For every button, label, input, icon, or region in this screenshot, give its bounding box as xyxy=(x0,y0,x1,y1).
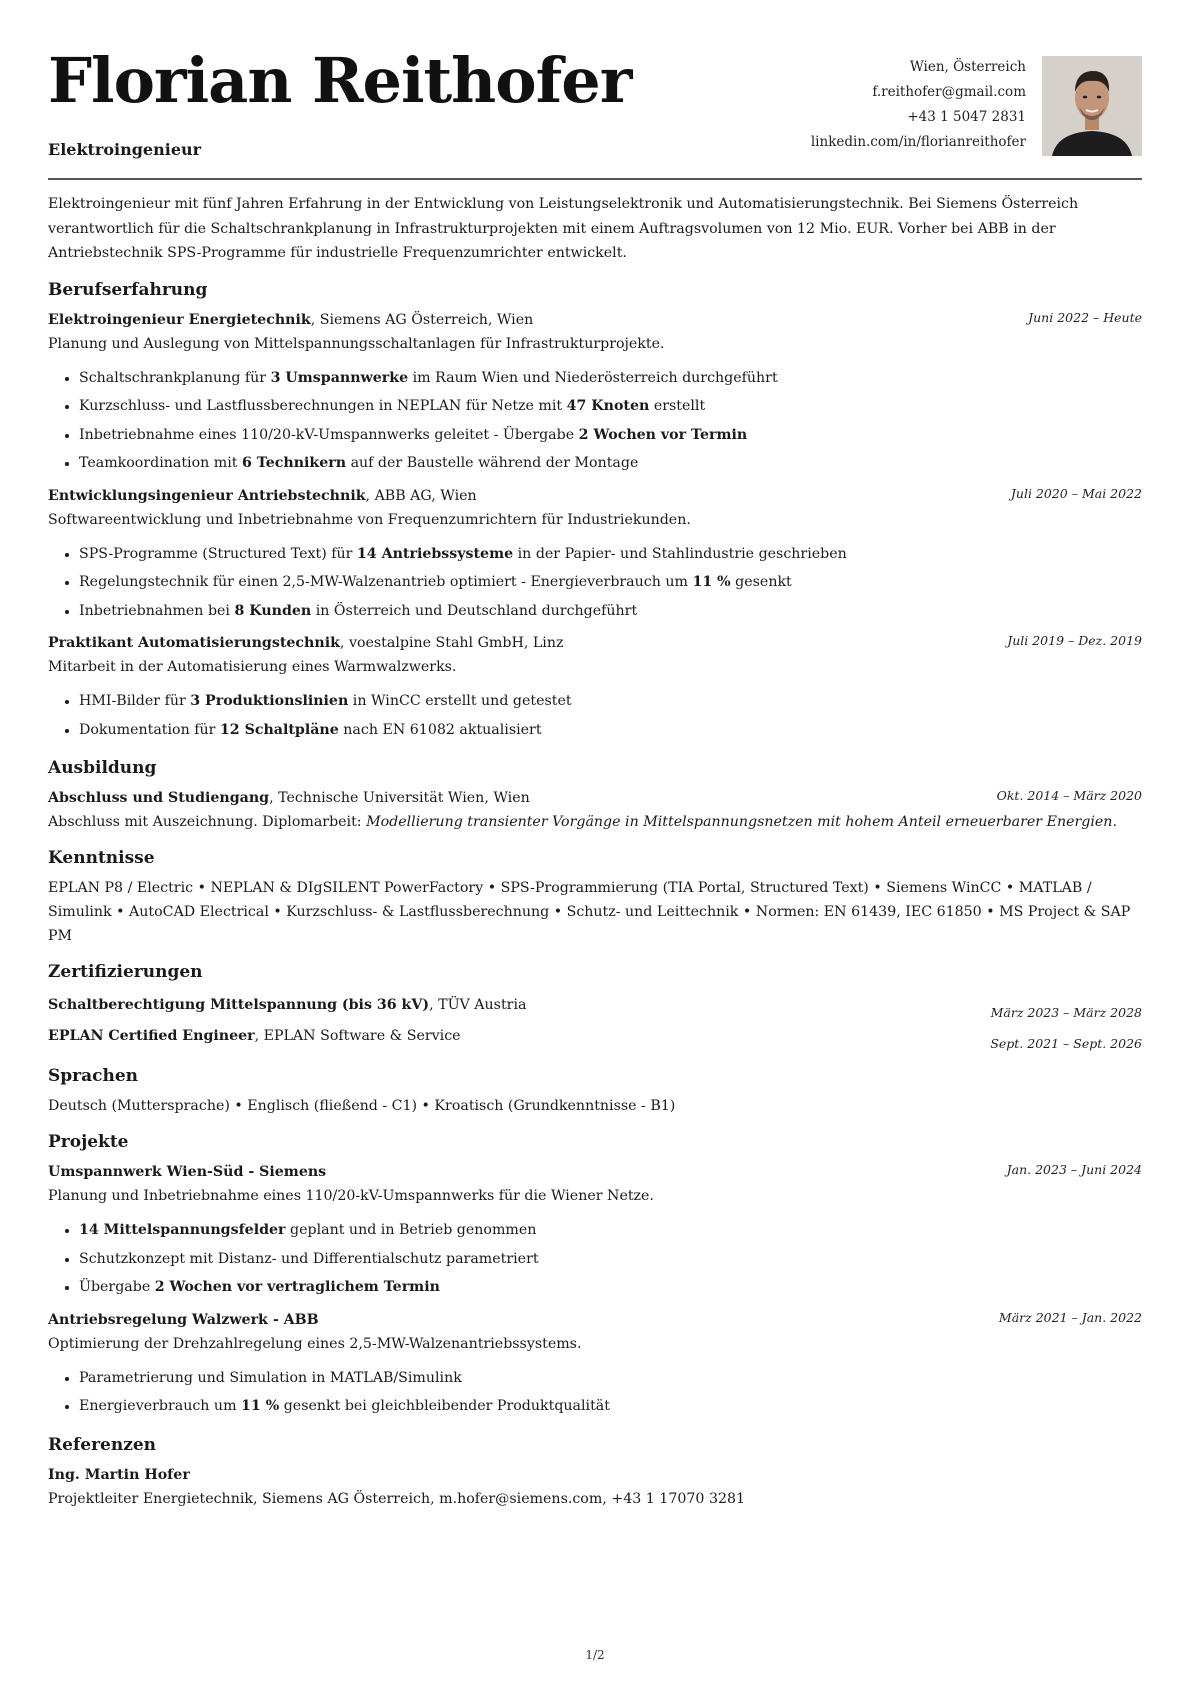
section-title-languages: Sprachen xyxy=(48,1066,139,1086)
certification-entry xyxy=(48,990,1142,1021)
education-section xyxy=(48,758,1142,834)
project-name: Umspannwerk Wien-Süd - Siemens xyxy=(48,1164,327,1180)
bullet-item: • Dokumentation für 12 Schaltpläne nach EN 61082 aktualisiert xyxy=(79,716,1142,745)
skills-list: EPLAN P8 / Electric • NEPLAN & DIgSILENT PowerFactory • SPS-Programmierung (TIA Portal, Structured Text) • Siemens WinCC • MATLAB / Simulink • AutoCAD Electrical • Kurzschluss- & Lastflussberechnung • Schutz- und Leittechnik • Normen: EN 61439, IEC 61850 • MS Project & SAP PM xyxy=(48,880,1131,944)
profile-summary: Elektroingenieur mit fünf Jahren Erfahrung in der Entwicklung von Leistungselektronik und Automatisierungstechnik. Bei Siemens Österreich verantwortlich für die Schaltschrankplanung in Infrastrukturprojekten mit einem Auftragsvolumen von 12 Mio. EUR. Vorher bei ABB in der Antriebstechnik SPS-Programme für industrielle Frequenzumrichter entwickelt. xyxy=(48,196,1079,261)
experience-entry xyxy=(48,308,1142,478)
certification-date: Sept. 2021 – Sept. 2026 xyxy=(990,1036,1142,1051)
section-title-skills: Kenntnisse xyxy=(48,848,155,868)
bullet-item: • Energieverbrauch um 11 % gesenkt bei gleichbleibender Produktqualität xyxy=(79,1392,1142,1421)
section-title-certifications: Zertifizierungen xyxy=(48,962,203,982)
experience-entry xyxy=(48,484,1142,626)
job-bullets xyxy=(48,687,1142,744)
languages-list: Deutsch (Muttersprache) • Englisch (fließend - C1) • Kroatisch (Grundkenntnisse - B1) xyxy=(48,1098,676,1114)
bullet-item: • Parametrierung und Simulation in MATLAB/Simulink xyxy=(79,1364,1142,1393)
contact-linkedin[interactable]: linkedin.com/in/florianreithofer xyxy=(810,134,1026,150)
bullet-item: • SPS-Programme (Structured Text) für 14 Antriebssysteme in der Papier- und Stahlindustrie geschrieben xyxy=(79,540,1142,569)
certification-name: Schaltberechtigung Mittelspannung (bis 36 kV) xyxy=(48,997,430,1013)
bullet-item: • HMI-Bilder für 3 Produktionslinien in WinCC erstellt und getestet xyxy=(79,687,1142,716)
projects-section xyxy=(48,1132,1142,1421)
bullet-item: • Übergabe 2 Wochen vor vertraglichem Termin xyxy=(79,1273,1142,1302)
certification-date: März 2023 – März 2028 xyxy=(990,1005,1142,1020)
project-name: Antriebsregelung Walzwerk - ABB xyxy=(48,1311,319,1328)
project-description: Optimierung der Drehzahlregelung eines 2,5-MW-Walzenantriebssystems. xyxy=(48,1335,582,1352)
job-role: Entwicklungsingenieur Antriebstechnik xyxy=(48,487,366,504)
bullet-item: • Schutzkonzept mit Distanz- und Differentialschutz parametriert xyxy=(79,1245,1142,1274)
education-description: Abschluss mit Auszeichnung. Diplomarbeit: Modellierung transienter Vorgänge in Mittelspannungsnetzen mit hohem Anteil erneuerbarer Energien. xyxy=(48,814,1117,830)
bullet-item: • Kurzschluss- und Lastflussberechnungen in NEPLAN für Netze mit 47 Knoten erstellt xyxy=(79,392,1142,421)
job-org: , ABB AG, Wien xyxy=(365,487,477,504)
certifications-section xyxy=(48,962,1142,1052)
certification-issuer: , EPLAN Software & Service xyxy=(254,1028,461,1044)
project-bullets xyxy=(48,1364,1142,1421)
contact-email[interactable]: f.reithofer@gmail.com xyxy=(872,84,1026,100)
job-org: , Siemens AG Österreich, Wien xyxy=(310,311,534,328)
bullet-item: • Regelungstechnik für einen 2,5-MW-Walzenantrieb optimiert - Energieverbrauch um 11 % gesenkt xyxy=(79,568,1142,597)
certification-issuer: , TÜV Austria xyxy=(429,997,527,1013)
bullet-item: • Teamkoordination mit 6 Technikern auf der Baustelle während der Montage xyxy=(79,449,1142,478)
bullet-item: • Inbetriebnahme eines 110/20-kV-Umspannwerks geleitet - Übergabe 2 Wochen vor Termin xyxy=(79,421,1142,450)
job-bullets xyxy=(48,364,1142,478)
job-description: Planung und Auslegung von Mittelspannungsschaltanlagen für Infrastrukturprojekte. xyxy=(48,335,665,352)
certification-name: EPLAN Certified Engineer xyxy=(48,1028,255,1044)
job-description: Mitarbeit in der Automatisierung eines Warmwalzwerks. xyxy=(48,659,457,675)
project-entry xyxy=(48,1308,1142,1421)
education-date: Okt. 2014 – März 2020 xyxy=(996,788,1142,803)
section-title-projects: Projekte xyxy=(48,1132,129,1152)
project-description: Planung und Inbetriebnahme eines 110/20-kV-Umspannwerks für die Wiener Netze. xyxy=(48,1188,654,1204)
contact-phone[interactable]: +43 1 5047 2831 xyxy=(907,109,1026,125)
job-role: Praktikant Automatisierungstechnik xyxy=(48,635,340,651)
candidate-name: Florian Reithofer xyxy=(48,44,632,117)
header-divider xyxy=(48,178,1142,180)
job-org: , voestalpine Stahl GmbH, Linz xyxy=(339,635,564,651)
job-date: Juli 2020 – Mai 2022 xyxy=(1010,485,1142,501)
thesis-title: Modellierung transienter Vorgänge in Mittelspannungsnetzen mit hohem Anteil erneuerbarer Energien xyxy=(366,814,1113,830)
bullet-item: • 14 Mittelspannungsfelder geplant und in Betrieb genommen xyxy=(79,1216,1142,1245)
reference-detail: Projektleiter Energietechnik, Siemens AG Österreich, m.hofer@siemens.com, +43 1 17070 3281 xyxy=(48,1490,746,1507)
job-bullets xyxy=(48,540,1142,626)
experience-section xyxy=(48,280,1142,745)
skills-section xyxy=(48,848,1142,948)
bullet-item: • Schaltschrankplanung für 3 Umspannwerke im Raum Wien und Niederösterreich durchgeführt xyxy=(79,364,1142,393)
bullet-item: • Inbetriebnahmen bei 8 Kunden in Österreich und Deutschland durchgeführt xyxy=(79,597,1142,626)
project-date: Jan. 2023 – Juni 2024 xyxy=(1006,1162,1142,1177)
candidate-title: Elektroingenieur xyxy=(48,140,202,159)
degree-name: Abschluss und Studiengang xyxy=(48,790,270,806)
reference-name: Ing. Martin Hofer xyxy=(48,1466,190,1483)
education-entry xyxy=(48,786,1142,834)
languages-section xyxy=(48,1066,1142,1118)
contact-location: Wien, Österreich xyxy=(909,59,1026,75)
section-title-experience: Berufserfahrung xyxy=(48,279,208,300)
contact-block xyxy=(811,55,1026,155)
job-date: Juli 2019 – Dez. 2019 xyxy=(1007,633,1142,648)
section-title-education: Ausbildung xyxy=(48,758,157,778)
resume-header xyxy=(48,0,1142,180)
references-section xyxy=(48,1435,1142,1511)
section-title-references: Referenzen xyxy=(48,1434,157,1455)
job-role: Elektroingenieur Energietechnik xyxy=(48,311,311,328)
page-number: 1/2 xyxy=(585,1648,605,1662)
experience-entry xyxy=(48,631,1142,744)
project-entry xyxy=(48,1160,1142,1302)
job-description: Softwareentwicklung und Inbetriebnahme von Frequenzumrichtern für Industriekunden. xyxy=(48,511,691,528)
profile-photo xyxy=(1042,56,1142,156)
job-date: Juni 2022 – Heute xyxy=(1028,309,1142,325)
certification-entry xyxy=(48,1021,1142,1052)
school-name: , Technische Universität Wien, Wien xyxy=(269,790,530,806)
project-bullets xyxy=(48,1216,1142,1302)
project-date: März 2021 – Jan. 2022 xyxy=(998,1309,1142,1325)
